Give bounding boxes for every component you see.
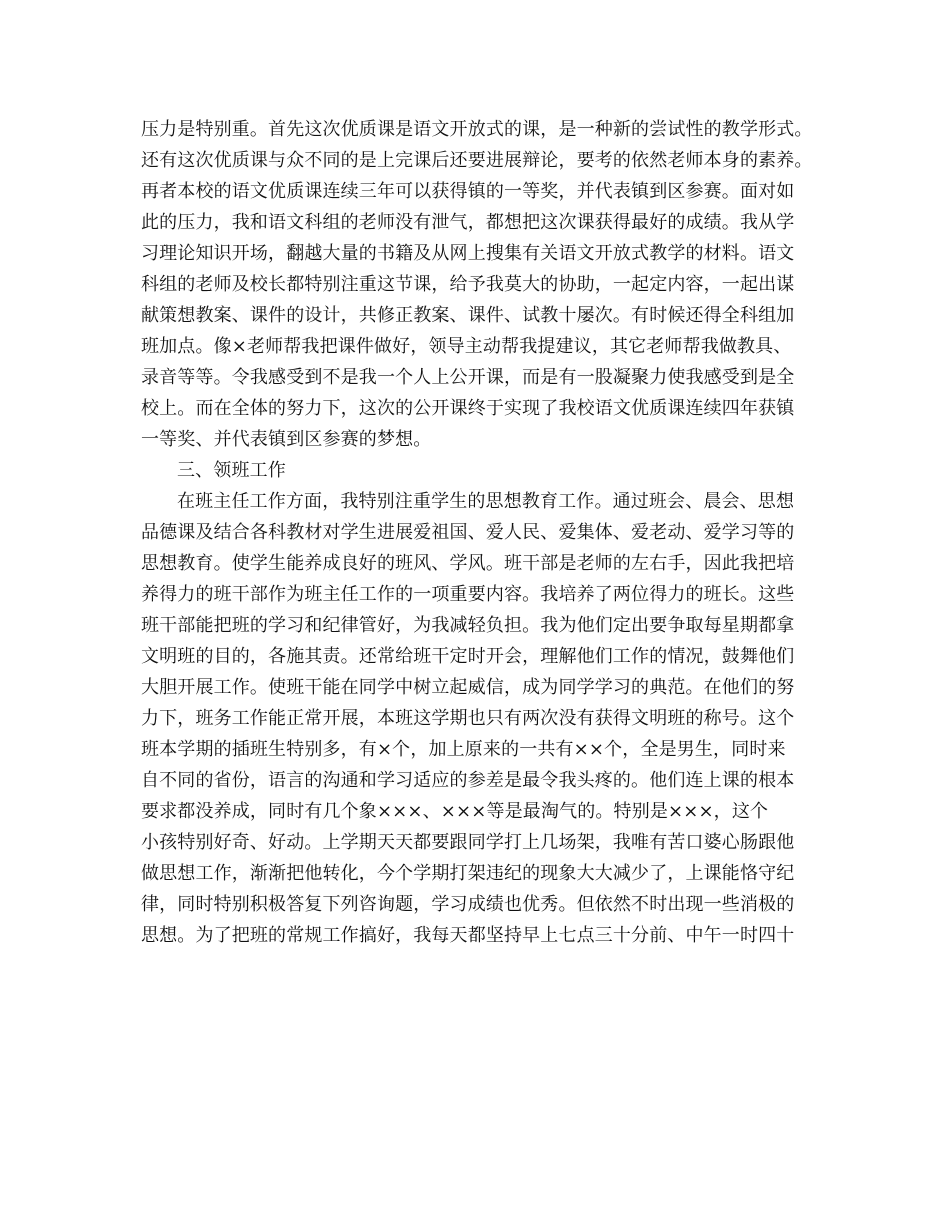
text-line: 录音等等。令我感受到不是我一个人上公开课，而是有一股凝聚力使我感受到是全 (141, 367, 795, 388)
text-line: 压力是特别重。首先这次优质课是语文开放式的课，是一种新的尝试性的教学形式。 (141, 119, 813, 140)
text-line: 此的压力，我和语文科组的老师没有泄气，都想把这次课获得最好的成绩。我从学 (141, 212, 795, 233)
text-line: 思想教育。使学生能养成良好的班风、学风。班干部是老师的左右手，因此我把培 (141, 553, 795, 574)
text-line: 班加点。像×老师帮我把课件做好，领导主动帮我提建议，其它老师帮我做教具、 (141, 336, 792, 357)
text-line: 献策想教案、课件的设计，共修正教案、课件、试教十屡次。有时候还得全科组加 (141, 305, 795, 326)
text-line: 自不同的省份，语言的沟通和学习适应的参差是最令我头疼的。他们连上课的根本 (141, 770, 795, 791)
section-heading: 三、领班工作 (177, 460, 286, 481)
text-line: 一等奖、并代表镇到区参赛的梦想。 (141, 429, 432, 450)
text-line: 校上。而在全体的努力下，这次的公开课终于实现了我校语文优质课连续四年获镇 (141, 398, 795, 419)
text-line: 班干部能把班的学习和纪律管好，为我减轻负担。我为他们定出要争取每星期都拿 (141, 615, 795, 636)
body-text (141, 114, 821, 951)
text-line: 要求都没养成，同时有几个象×××、×××等是最淘气的。特别是×××，这个 (141, 801, 769, 822)
text-line: 小孩特别好奇、好动。上学期天天都要跟同学打上几场架，我唯有苦口婆心肠跟他 (141, 832, 795, 853)
text-line: 在班主任工作方面，我特别注重学生的思想教育工作。通过班会、晨会、思想 (177, 491, 795, 512)
text-line: 还有这次优质课与众不同的是上完课后还要进展辩论，要考的依然老师本身的素养。 (141, 150, 813, 171)
text-line: 文明班的目的，各施其责。还常给班干定时开会，理解他们工作的情况，鼓舞他们 (141, 646, 795, 667)
text-line: 大胆开展工作。使班干能在同学中树立起威信，成为同学学习的典范。在他们的努 (141, 677, 795, 698)
text-line: 养得力的班干部作为班主任工作的一项重要内容。我培养了两位得力的班长。这些 (141, 584, 795, 605)
text-line: 班本学期的插班生特别多，有×个，加上原来的一共有××个，全是男生，同时来 (141, 739, 786, 760)
text-line: 科组的老师及校长都特别注重这节课，给予我莫大的协助，一起定内容，一起出谋 (141, 274, 795, 295)
text-line: 力下，班务工作能正常开展，本班这学期也只有两次没有获得文明班的称号。这个 (141, 708, 795, 729)
text-line: 做思想工作，渐渐把他转化，今个学期打架违纪的现象大大减少了，上课能恪守纪 (141, 863, 795, 884)
text-line: 思想。为了把班的常规工作搞好，我每天都坚持早上七点三十分前、中午一时四十 (141, 925, 795, 946)
text-line: 再者本校的语文优质课连续三年可以获得镇的一等奖，并代表镇到区参赛。面对如 (141, 181, 795, 202)
text-line: 习理论知识开场，翻越大量的书籍及从网上搜集有关语文开放式教学的材料。语文 (141, 243, 795, 264)
text-line: 品德课及结合各科教材对学生进展爱祖国、爱人民、爱集体、爱老动、爱学习等的 (141, 522, 795, 543)
text-line: 律，同时特别积极答复下列咨询题，学习成绩也优秀。但依然不时出现一些消极的 (141, 894, 795, 915)
